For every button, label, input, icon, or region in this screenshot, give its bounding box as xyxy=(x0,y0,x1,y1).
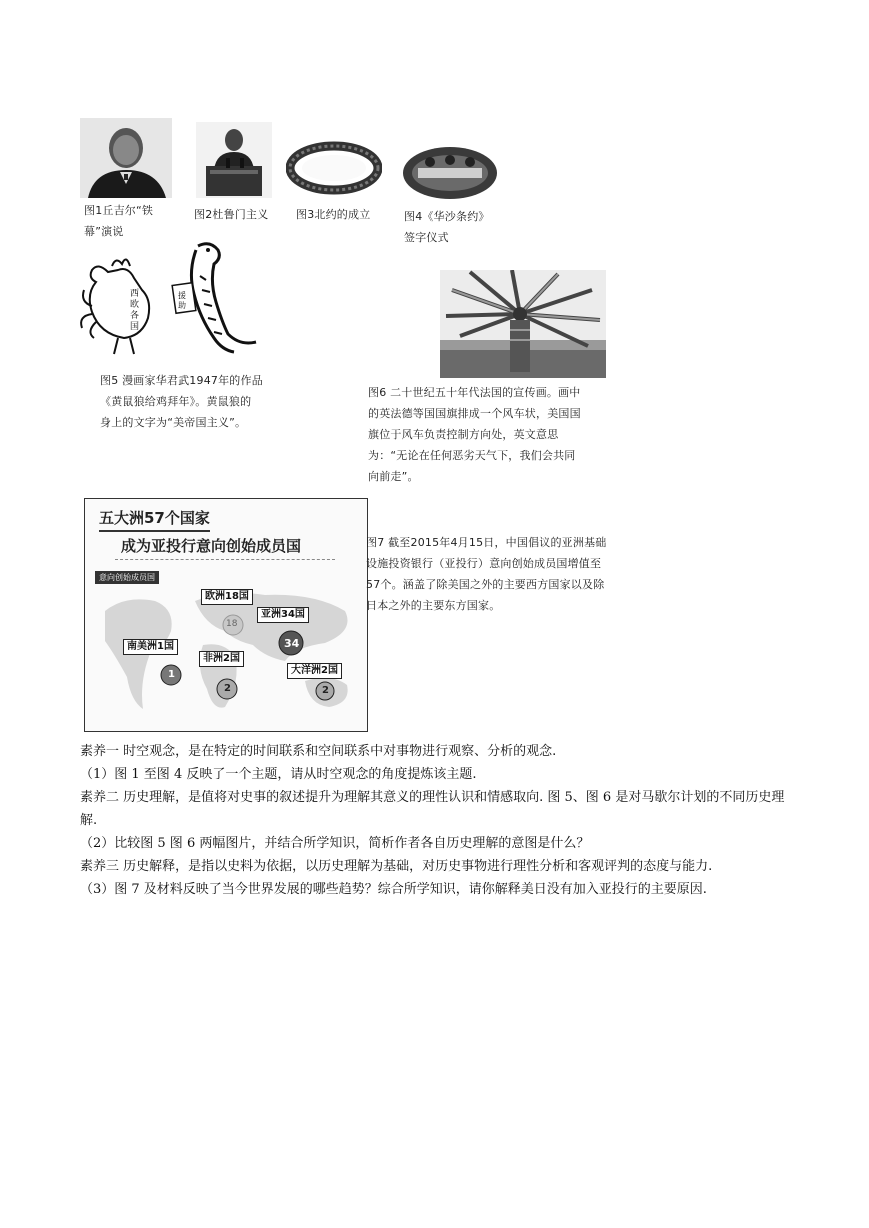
question-text xyxy=(80,740,792,901)
region-label-south-america: 南美洲1国 xyxy=(123,639,178,655)
fig4-caption-line1: 图4《华沙条约》 xyxy=(404,210,490,223)
fig5-caption-line1: 图5 漫画家华君武1947年的作品 xyxy=(100,374,263,387)
literacy-one-paragraph: 素养一 时空观念，是在特定的时间联系和空间联系中对事物进行观察、分析的观念. xyxy=(80,744,557,759)
fig7-caption-line4: 日本之外的主要东方国家。 xyxy=(366,599,501,612)
fig3-caption-text: 图3北约的成立 xyxy=(296,208,371,221)
literacy-two-paragraph: 素养二 历史理解，是值将对史事的叙述提升为理解其意义的理性认识和情感取向. 图 5、图 6 是对马歇尔计划的不同历史理解. xyxy=(80,790,785,828)
fig1-caption xyxy=(84,200,176,242)
svg-text:西: 西 xyxy=(130,289,140,299)
fig5-caption xyxy=(100,370,310,433)
svg-text:各: 各 xyxy=(130,311,140,321)
fig7-caption-line1: 图7 截至2015年4月15日，中国倡议的亚洲基础 xyxy=(366,536,607,549)
fig5-caption-line2: 《黄鼠狼给鸡拜年》。黄鼠狼的 xyxy=(100,395,252,408)
region-label-asia: 亚洲34国 xyxy=(257,607,309,623)
region-num-europe: 18 xyxy=(226,619,238,629)
aiib-poster-title1: 五大洲57个国家 xyxy=(99,507,210,532)
svg-text:欧: 欧 xyxy=(130,300,140,310)
region-num-south-america: 1 xyxy=(168,669,175,680)
region-label-oceania: 大洋洲2国 xyxy=(287,663,342,679)
fig7-caption xyxy=(366,532,626,616)
fig2-caption-text: 图2杜鲁门主义 xyxy=(194,208,269,221)
weasel-rooster-cartoon xyxy=(78,242,262,360)
literacy-three-paragraph: 素养三 历史解释，是指以史料为依据，以历史理解为基础，对历史事物进行理性分析和客观评判的态度与能力. xyxy=(80,859,713,874)
fig6-caption-line4: 为：“无论在任何恶劣天气下，我们会共同 xyxy=(368,449,576,462)
fig7-caption-line3: 57个。涵盖了除美国之外的主要西方国家以及除 xyxy=(366,578,605,591)
figure-panel xyxy=(78,112,620,734)
svg-text:援: 援 xyxy=(178,291,186,300)
region-label-europe: 欧洲18国 xyxy=(201,589,253,605)
warsaw-pact-photo xyxy=(402,146,498,200)
question-1: （1）图 1 至图 4 反映了一个主题，请从时空观念的角度提炼该主题. xyxy=(80,767,477,782)
fig1-caption-line2: 幕”演说 xyxy=(84,225,124,238)
region-num-africa: 2 xyxy=(224,683,231,694)
region-num-asia: 34 xyxy=(284,637,300,650)
fig2-caption xyxy=(194,204,294,225)
fig3-caption xyxy=(296,204,396,225)
question-2: （2）比较图 5 图 6 两幅图片，并结合所学知识，简析作者各自历史理解的意图是什么？ xyxy=(80,836,590,851)
fig6-caption-line5: 向前走”。 xyxy=(368,470,419,483)
svg-text:国: 国 xyxy=(130,322,140,332)
aiib-map-heading: 意向创始成员国 xyxy=(95,571,159,584)
fig1-caption-line1: 图1丘吉尔“铁 xyxy=(84,204,154,217)
fig5-caption-line3: 身上的文字为“美帝国主义”。 xyxy=(100,416,247,429)
region-num-oceania: 2 xyxy=(322,685,329,696)
fig6-caption-line3: 旗位于风车负责控制方向处，英文意思 xyxy=(368,428,559,441)
windmill-poster xyxy=(440,270,606,378)
fig6-caption xyxy=(368,382,618,487)
aiib-poster-title2: 成为亚投行意向创始成员国 xyxy=(121,537,302,555)
churchill-photo xyxy=(80,118,172,198)
nato-photo xyxy=(286,140,382,196)
aiib-poster xyxy=(84,498,368,732)
truman-photo xyxy=(196,122,272,198)
fig4-caption-line2: 签字仪式 xyxy=(404,231,449,244)
fig4-caption xyxy=(404,206,524,248)
fig7-caption-line2: 设施投资银行（亚投行）意向创始成员国增值至 xyxy=(366,557,602,570)
svg-text:助: 助 xyxy=(178,301,186,310)
fig6-caption-line2: 的英法德等国国旗排成一个风车状，美国国 xyxy=(368,407,581,420)
question-3: （3）图 7 及材料反映了当今世界发展的哪些趋势？综合所学知识，请你解释美日没有加入亚投行的主要原因. xyxy=(80,882,707,897)
poster-subline xyxy=(115,559,335,563)
region-label-africa: 非洲2国 xyxy=(199,651,244,667)
fig6-caption-line1: 图6 二十世纪五十年代法国的宣传画。画中 xyxy=(368,386,581,399)
